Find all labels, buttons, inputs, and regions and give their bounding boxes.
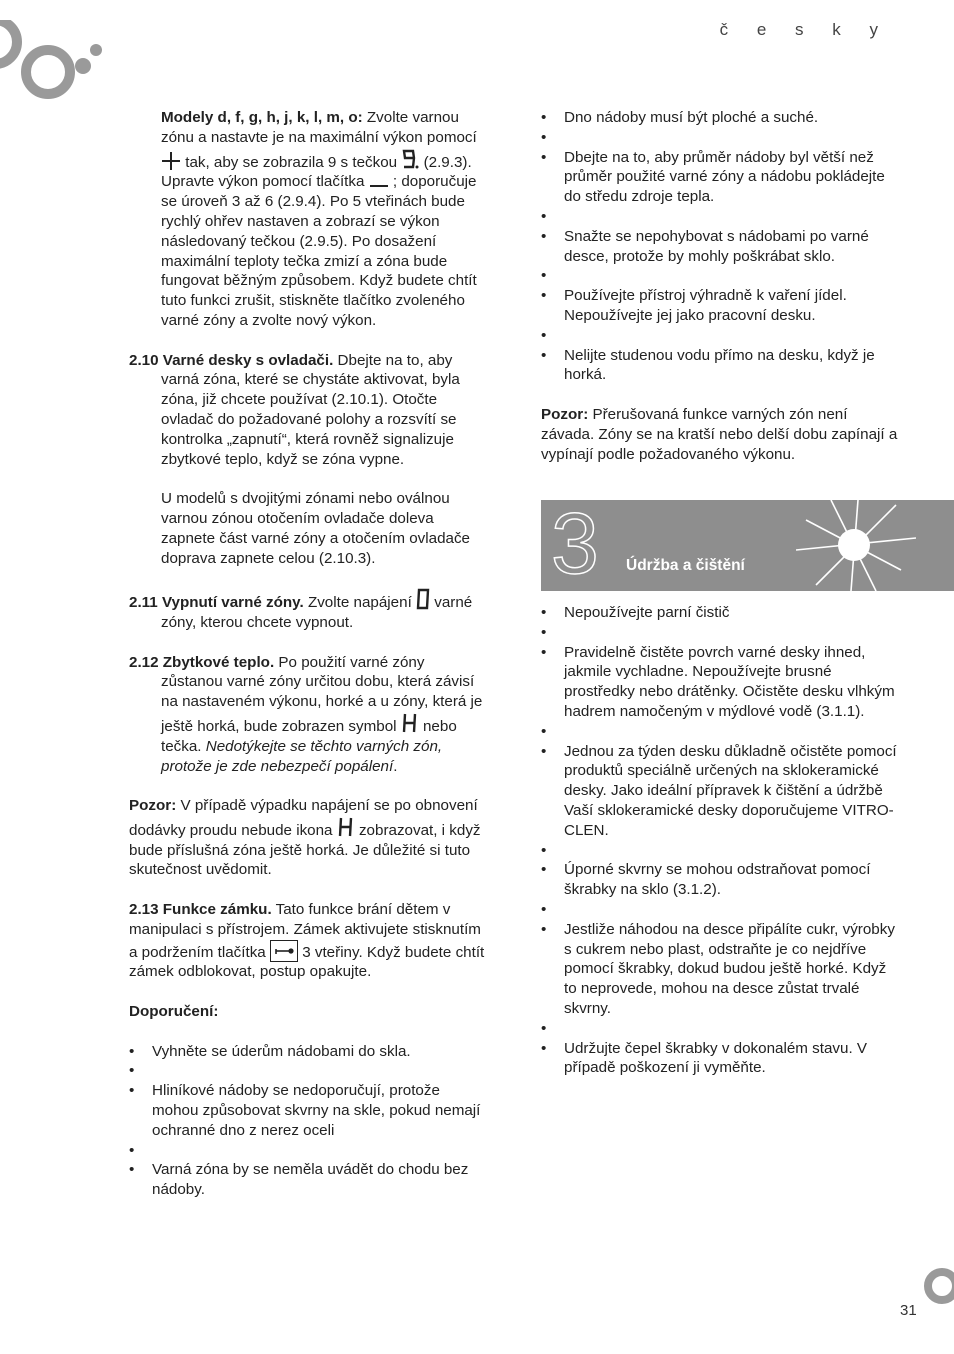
section-2-10: [129, 351, 489, 470]
maintenance-list-container: [541, 603, 901, 1078]
models-paragraph: [129, 108, 489, 331]
models-text-4: ; doporučuje se úroveň 3 až 6 (2.9.4). Po 5 vteřinách bude rychlý ohřev nastaven a zobrazí se výkon následovaný tečkou (2.9.5). Po dosažení maximální teploty tečka zmizí a zóna bude fungovat běžným způsobem. Když budete chtít tuto funkci zrušit, stiskněte tlačítko zvoleného varné zóny a zvolte nový výkon.: [161, 173, 477, 329]
list-item: • Dbejte na to, aby průměr nádoby byl větší než průměr použité varné zóny a nádobu pokládejte do středu zdroje tepla.: [541, 148, 901, 207]
list-spacer: [129, 1141, 489, 1161]
section-2-12-end: .: [393, 757, 398, 775]
section-2-13: [129, 900, 489, 982]
recommendations-heading: [129, 1002, 489, 1022]
pozor-left-label: Pozor:: [129, 797, 177, 815]
section-2-11: [129, 588, 489, 633]
section-2-12-heading: 2.12 Zbytkové teplo.: [129, 653, 275, 671]
list-spacer: [541, 722, 901, 742]
pozor-right-label: Pozor:: [541, 405, 589, 423]
section-2-13-text-1: Tato funkce brání dětem v manipulaci s přístrojem. Zámek aktivujete stisknutím a podržením tlačítka: [129, 901, 481, 961]
section-3-banner: [541, 496, 954, 592]
section-2-11-text-1: Zvolte napájení: [303, 594, 417, 612]
section-2-11-heading: 2.11 Vypnutí varné zóny.: [129, 594, 304, 612]
pozor-right: [541, 405, 901, 464]
list-item: • Hliníkové nádoby se nedoporučují, protože mohou způsobovat skvrny na skle, pokud nemají ochranné dno z nerez oceli: [129, 1081, 489, 1140]
section-2-12: [129, 653, 489, 777]
section-2-10-para2: U modelů s dvojitými zónami nebo oválnou varnou zónou otočením ovladače doleva zapnete část varné zóny a otočením ovladače doprava zapnete celou (2.10.3).: [161, 490, 471, 567]
section-2-13-heading: 2.13 Funkce zámku.: [129, 901, 272, 919]
page-number: 31: [900, 1302, 917, 1319]
list-spacer: [541, 207, 901, 227]
pozor-right-text: Přerušovaná funkce varných zón není závada. Zóny se na kratší nebo delší dobu zapínají a vypínají podle požadovaného výkonu.: [541, 405, 898, 463]
minus-icon: [369, 175, 389, 189]
h-display-icon: [401, 712, 419, 734]
section-title: Údržba a čištění: [626, 557, 745, 574]
list-spacer: [541, 128, 901, 148]
section-2-13-text-2: 3 vteřiny. Když budete chtít zámek odblokovat, postup opakujte.: [129, 943, 485, 981]
models-text-1: Zvolte varnou zónu a nastavte je na maximální výkon pomocí: [161, 109, 477, 146]
nine-dot-display-icon: [401, 148, 419, 170]
left-column: [129, 108, 489, 1200]
list-item: • Udržujte čepel škrabky v dokonalém stavu. V případě poškození ji vyměňte.: [541, 1039, 901, 1079]
models-text-2: tak, aby se zobrazila 9 s tečkou: [181, 153, 402, 171]
sparkle-icon: [796, 500, 916, 591]
zero-display-icon: [416, 588, 430, 610]
list-spacer: [541, 623, 901, 643]
section-2-12-text-1: Po použití varné zóny zůstanou varné zóny určitou dobu, která závisí na nastaveném výkonu, horké a u zóny, která je ještě horká, bude zobrazen symbol: [161, 653, 483, 735]
list-item: • Nepoužívejte parní čistič: [541, 603, 901, 623]
recommendations-label: Doporučení:: [129, 1003, 219, 1021]
list-item: • Úporné skvrny se mohou odstraňovat pomocí škrabky na sklo (3.1.2).: [541, 860, 901, 900]
list-item: • Varná zóna by se neměla uvádět do chodu bez nádoby.: [129, 1160, 489, 1200]
list-item: • Používejte přístroj výhradně k vaření jídel. Nepoužívejte jej jako pracovní desku.: [541, 286, 901, 326]
section-number: 3: [551, 496, 599, 592]
list-item: • Dno nádoby musí být ploché a suché.: [541, 108, 901, 128]
language-label: č e s k y: [719, 20, 890, 39]
maintenance-bullet-list: [541, 603, 901, 1078]
models-text-3: (2.9.3). Upravte výkon pomocí tlačítka: [161, 153, 472, 191]
right-column: [541, 108, 901, 464]
section-2-12-warning: Nedotýkejte se těchto varných zón, protože je zde nebezpečí popálení: [161, 737, 443, 775]
list-spacer: [541, 326, 901, 346]
pozor-left: [129, 796, 489, 880]
list-spacer: [541, 900, 901, 920]
plus-icon: [161, 152, 181, 170]
section-2-12-text-2: nebo tečka.: [161, 717, 457, 755]
corner-circle-icon: [922, 1268, 954, 1308]
list-item: • Snažte se nepohybovat s nádobami po varné desce, protože by mohly poškrábat sklo.: [541, 227, 901, 267]
right-bullet-list: [541, 108, 901, 385]
list-spacer: [541, 1019, 901, 1039]
section-2-11-text-2: varné zóny, kterou chcete vypnout.: [161, 594, 473, 631]
section-2-10-text: Dbejte na to, aby varná zóna, které se chystáte aktivovat, byla zóna, již chcete používat (2.10.1). Otočte ovladač do požadované polohy a rozsvítí se kontrolka „zapnutí“, která rovněž signalizuje zbytkové teplo, když se zóna vypne.: [161, 351, 460, 468]
list-item: • Jestliže náhodou na desce připálíte cukr, výrobky s cukrem nebo plast, odstraňte je co nejdříve pomocí škrabky, dokud budou ještě horké. Když to neprovede, mohou na desce zůstat trvalé skvrny.: [541, 920, 901, 1019]
list-item: • Vyhněte se úderům nádobami do skla.: [129, 1042, 489, 1062]
pozor-left-text-1: V případě výpadku napájení se po obnovení dodávky proudu nebude ikona: [129, 797, 478, 839]
section-2-10-heading: 2.10 Varné desky s ovladači.: [129, 351, 334, 369]
left-bullet-list: [129, 1042, 489, 1200]
brand-logo-icon: [0, 20, 110, 105]
h-display-icon: [337, 816, 355, 838]
list-item: • Jednou za týden desku důkladně očistěte pomocí produktů speciálně určených na sklokeramické desky. Jako ideální přípravek k čištění a údržbě Vaší sklokeramické desky doporučujeme VITRO-CLEN.: [541, 742, 901, 841]
list-spacer: [541, 266, 901, 286]
pozor-left-text-2: zobrazovat, i když bude příslušná zóna ještě horká. Je důležité si tuto skutečnost uvědomit.: [129, 821, 481, 879]
list-spacer: [541, 841, 901, 861]
lock-key-icon: [270, 940, 298, 962]
list-spacer: [129, 1061, 489, 1081]
models-lead: Modely d, f, g, h, j, k, l, m, o:: [161, 109, 363, 126]
list-item: • Pravidelně čistěte povrch varné desky ihned, jakmile vychladne. Nepoužívejte brusné prostředky nebo drátěnky. Očistěte desku vlhkým hadrem namočeným v mýdlové vodě (3.1.1).: [541, 643, 901, 722]
list-item: • Nelijte studenou vodu přímo na desku, když je horká.: [541, 346, 901, 386]
